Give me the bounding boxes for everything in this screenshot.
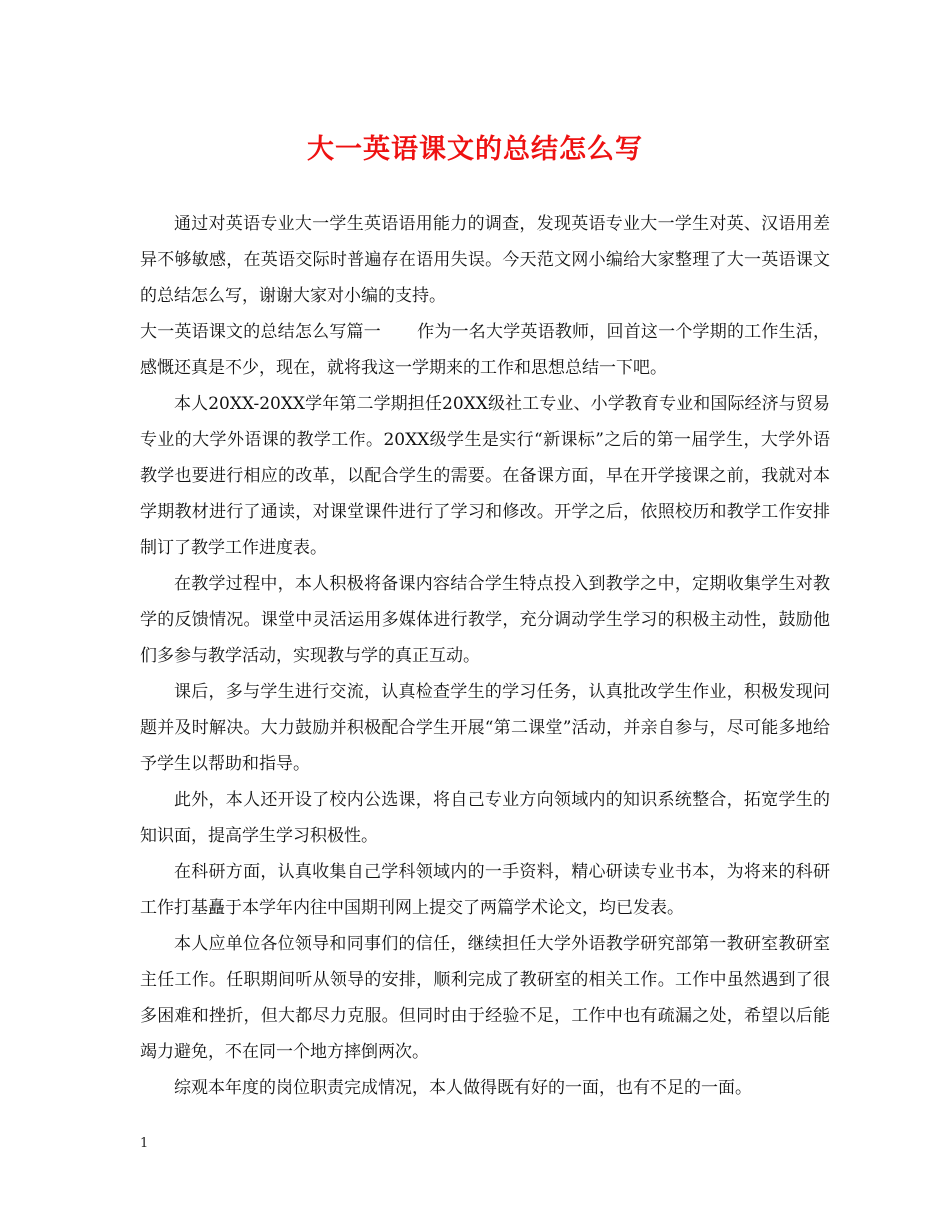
body-paragraph: 本人应单位各位领导和同事们的信任，继续担任大学外语教学研究部第一教研室教研室主任工作。任职期间听从领导的安排，顺利完成了教研室的相关工作。工作中虽然遇到了很多困难和挫折，但大都尽力克服。但同时由于经验不足，工作中也有疏漏之处，希望以后能竭力避免，不在同一个地方摔倒两次。 — [140, 934, 830, 1062]
section-lead: 作为一名大学英语教师，回首这一个学期的工作生活，感慨还真是不少，现在，就将我这一学期来的工作和思想总结一下吧。 — [140, 322, 831, 378]
page-number: 1 — [140, 1136, 149, 1151]
body-paragraph: 在教学过程中，本人积极将备课内容结合学生特点投入到教学之中，定期收集学生对教学的反馈情况。课堂中灵活运用多媒体进行教学，充分调动学生学习的积极主动性，鼓励他们多参与教学活动，实现教与学的真正互动。 — [140, 574, 830, 666]
intro-paragraph: 通过对英语专业大一学生英语语用能力的调查，发现英语专业大一学生对英、汉语用差异不够敏感，在英语交际时普遍存在语用失误。今天范文网小编给大家整理了大一英语课文的总结怎么写，谢谢大家对小编的支持。 — [140, 214, 830, 306]
body-paragraph: 本人20XX-20XX学年第二学期担任20XX级社工专业、小学教育专业和国际经济与贸易专业的大学外语课的教学工作。20XX级学生是实行“新课标”之后的第一届学生，大学外语教学也要进行相应的改革，以配合学生的需要。在备课方面，早在开学接课之前，我就对本学期教材进行了通读，对课堂课件进行了学习和修改。开学之后，依照校历和教学工作安排制订了教学工作进度表。 — [140, 394, 830, 558]
section-paragraph — [140, 314, 830, 386]
document-body — [140, 206, 830, 1106]
body-paragraph: 课后，多与学生进行交流，认真检查学生的学习任务，认真批改学生作业，积极发现问题并及时解决。大力鼓励并积极配合学生开展“第二课堂”活动，并亲自参与，尽可能多地给予学生以帮助和指导。 — [140, 682, 830, 774]
body-paragraph: 综观本年度的岗位职责完成情况，本人做得既有好的一面，也有不足的一面。 — [174, 1078, 752, 1098]
document-title: 大一英语课文的总结怎么写 — [307, 134, 643, 165]
body-paragraph: 此外，本人还开设了校内公选课，将自己专业方向领域内的知识系统整合，拓宽学生的知识面，提高学生学习积极性。 — [140, 790, 830, 846]
body-paragraph: 在科研方面，认真收集自己学科领域内的一手资料，精心研读专业书本，为将来的科研工作打基矗于本学年内往中国期刊网上提交了两篇学术论文，均已发表。 — [140, 862, 830, 918]
section-heading: 大一英语课文的总结怎么写篇一 — [140, 322, 381, 342]
